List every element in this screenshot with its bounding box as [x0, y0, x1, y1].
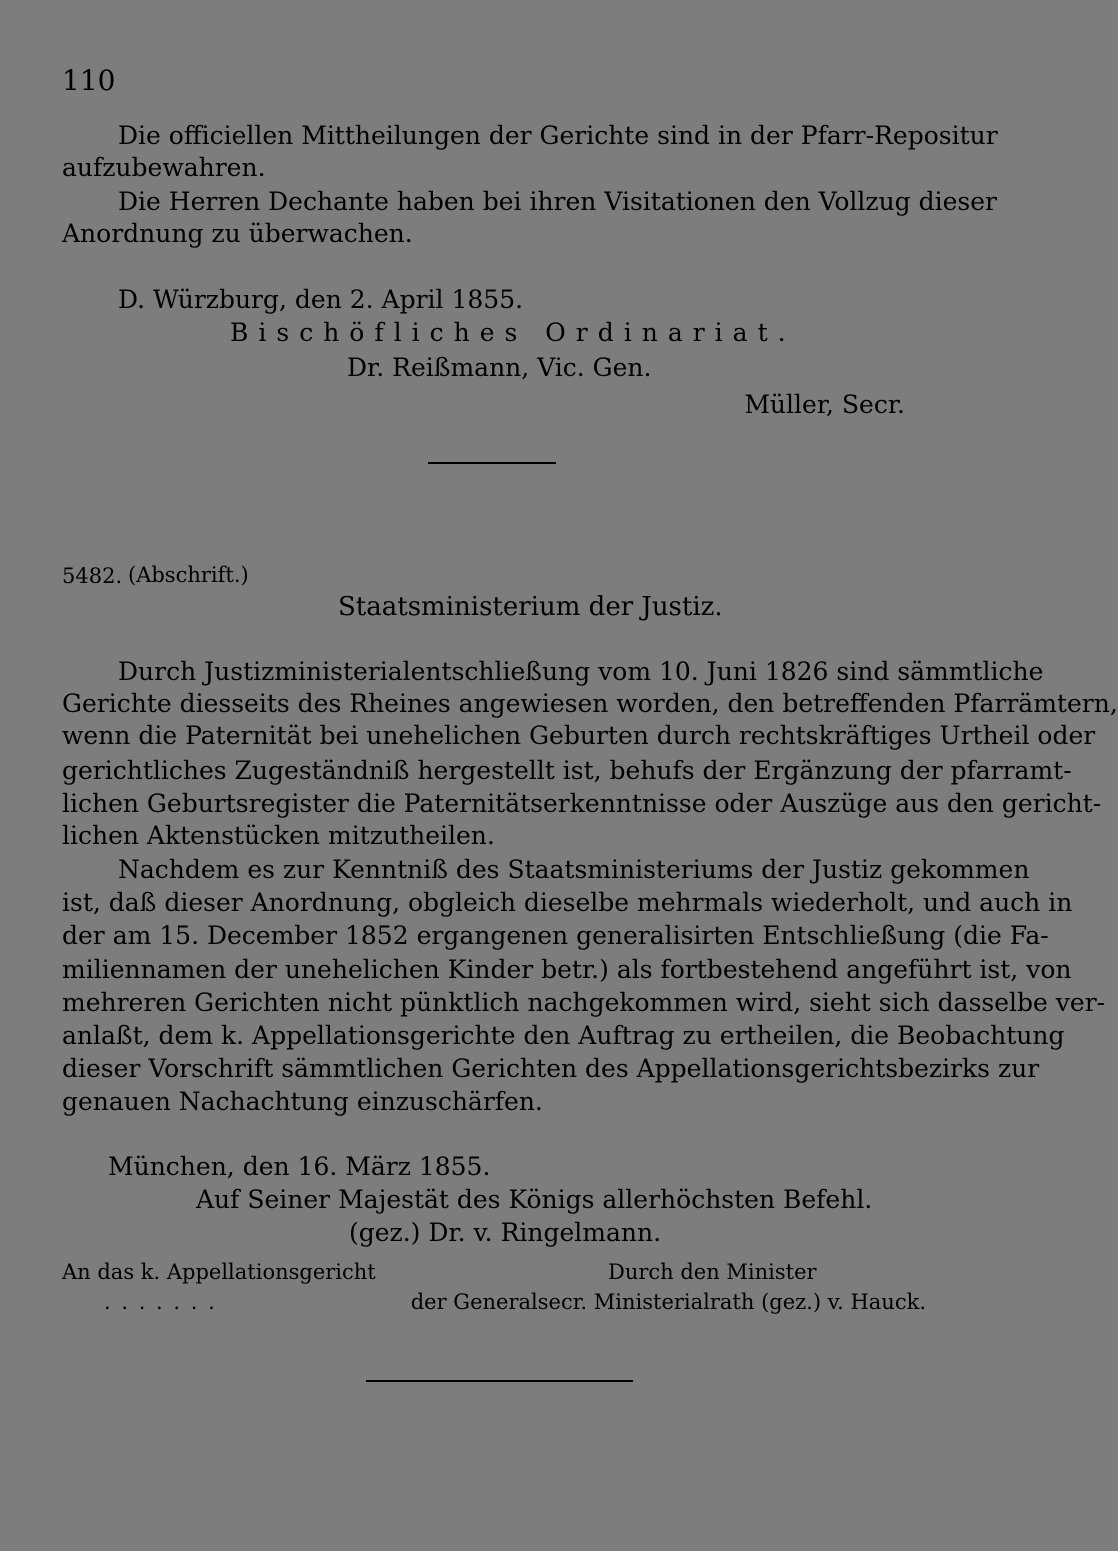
- text-line: genauen Nachachtung einzuschärfen.: [62, 1087, 543, 1116]
- royal-command: Auf Seiner Majestät des Königs allerhöchsten Befehl.: [196, 1185, 873, 1214]
- text-line: miliennamen der unehelichen Kinder betr.) als fortbestehend angeführt ist, von: [62, 955, 1072, 984]
- section-heading: Staatsministerium der Justiz.: [338, 592, 723, 622]
- text-line: aufzubewahren.: [62, 153, 266, 182]
- addressee-dots: . . . . . . .: [104, 1290, 217, 1314]
- signatory: (gez.) Dr. v. Ringelmann.: [349, 1218, 662, 1247]
- text-line: mehreren Gerichten nicht pünktlich nachgekommen wird, sieht sich dasselbe ver-: [62, 988, 1106, 1017]
- copy-note: (Abschrift.): [128, 563, 249, 587]
- text-line: Gerichte diesseits des Rheines angewiesen worden, den betreffenden Pfarrämtern,: [62, 689, 1118, 718]
- text-line: Die Herren Dechante haben bei ihren Visitationen den Vollzug dieser: [118, 187, 998, 216]
- addressee: An das k. Appellationsgericht: [62, 1260, 376, 1284]
- authority: Bischöfliches Ordinariat.: [230, 318, 796, 347]
- secretary-line: der Generalsecr. Ministerialrath (gez.) v. Hauck.: [410, 1290, 926, 1314]
- place-date: D. Würzburg, den 2. April 1855.: [118, 285, 524, 314]
- signatory: Dr. Reißmann, Vic. Gen.: [347, 353, 652, 382]
- text-line: Nachdem es zur Kenntniß des Staatsministeriums der Justiz gekommen: [118, 855, 1030, 884]
- signatory: Müller, Secr.: [744, 390, 905, 419]
- text-line: dieser Vorschrift sämmtlichen Gerichten des Appellationsgerichtsbezirks zur: [62, 1054, 1040, 1083]
- text-line: der am 15. December 1852 ergangenen generalisirten Entschließung (die Fa-: [62, 921, 1049, 950]
- text-line: lichen Geburtsregister die Paternitätserkenntnisse oder Auszüge aus den gericht-: [62, 789, 1102, 818]
- text-line: Die officiellen Mittheilungen der Gerichte sind in der Pfarr-Repositur: [118, 121, 998, 150]
- separator-rule: [366, 1380, 633, 1382]
- text-line: gerichtliches Zugeständniß hergestellt ist, behufs der Ergänzung der pfarramt-: [62, 756, 1072, 785]
- text-line: Anordnung zu überwachen.: [62, 219, 413, 248]
- separator-rule: [428, 462, 556, 464]
- text-line: ist, daß dieser Anordnung, obgleich dieselbe mehrmals wiederholt, und auch in: [62, 888, 1073, 917]
- minister-line: Durch den Minister: [608, 1260, 817, 1284]
- place-date: München, den 16. März 1855.: [108, 1152, 491, 1181]
- text-line: wenn die Paternität bei unehelichen Geburten durch rechtskräftiges Urtheil oder: [62, 721, 1096, 750]
- page-number: 110: [62, 64, 116, 97]
- document-number: 5482.: [62, 564, 123, 588]
- text-line: anlaßt, dem k. Appellationsgerichte den Auftrag zu ertheilen, die Beobachtung: [62, 1021, 1065, 1050]
- text-line: lichen Aktenstücken mitzutheilen.: [62, 821, 495, 850]
- text-line: Durch Justizministerialentschließung vom 10. Juni 1826 sind sämmtliche: [118, 657, 1044, 686]
